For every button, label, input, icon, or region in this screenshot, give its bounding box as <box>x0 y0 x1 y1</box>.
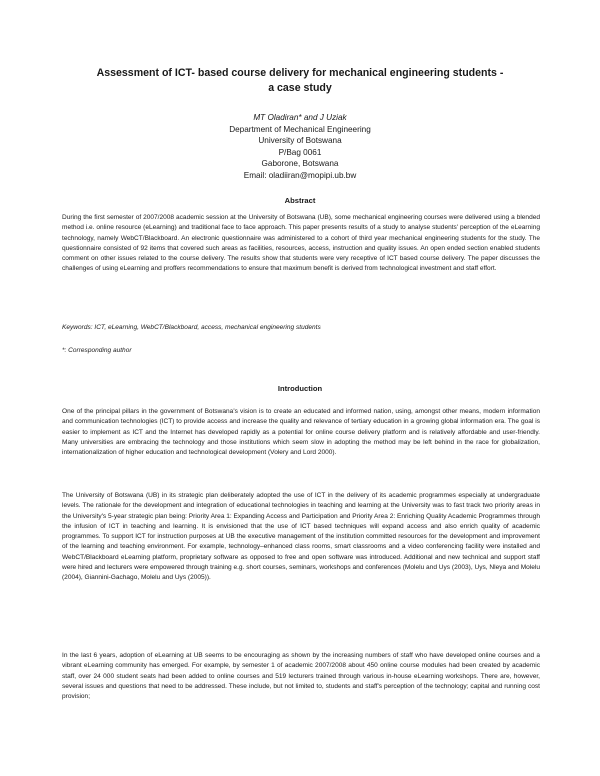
affiliation-department: Department of Mechanical Engineering <box>229 124 371 134</box>
intro-paragraph-3: In the last 6 years, adoption of eLearning at UB seems to be encouraging as shown by the increasing numbers of staff who have developed online courses and a vibrant eLearning community has emerged. For example, by semester 1 of academic 2007/2008 about 450 online course modules had been created by academic staff, over 24 000 student seats had been added to online courses and 519 lecturers trained through various in-house eLearning workshops. There are, however, several issues and questions that need to be addressed. These include, but not limited to, students and staff's perception of the technology; capital and running cost provision; <box>62 652 540 701</box>
affiliation-university: University of Botswana <box>258 136 342 146</box>
intro-paragraph-2: The University of Botswana (UB) in its strategic plan deliberately adopted the use of ICT in the delivery of its academic programmes especially at undergraduate levels. The rationale for the development and integration of educational technologies in teaching and learning at the University was to fast track two priority areas in the University's 5-year strategic plan being: Priority Area 1: Expanding Access and Participation and Priority Area 2: Enriching Quality Academic Programmes through the infusion of ICT in teaching and learning. It is envisioned that the use of ICT based techniques will expand access and also enrich quality of academic programmes. To support ICT for instruction purposes at UB the executive management of the institution committed resources for the development and improvement of the learning and teaching environment. For example, technology–enhanced class rooms, smart classrooms and a video conferencing facility were installed and WebCT/Blackboard eLearning platform, proprietary software as opposed to free and open software was introduced. Additional and new technical and support staff were hired and lecturers were empowered through training e.g. short courses, seminars, workshops and conferences (Molelu and Uys (2003), Uys, Nleya and Molelu (2004), Giannini-Gachago, Molelu and Uys (2005)). <box>62 492 540 582</box>
author-email: Email: oladiiran@mopipi.ub.bw <box>243 170 357 180</box>
keywords: Keywords: ICT, eLearning, WebCT/Blackboard, access, mechanical engineering students <box>62 324 321 331</box>
abstract-text: During the first semester of 2007/2008 academic session at the University of Botswana (UB), some mechanical engineering courses were delivered using a blended method i.e. online resource (eLearning) and traditional face to face approach. This paper presents results of a study to analyse students' perception of the eLearning technology, namely WebCT/Blackboard. An electronic questionnaire was administered to a cohort of third year mechanical engineering students for the study. The questionnaire consisted of 92 items that covered such areas as facilities, resources, access, instruction and quality issues. An open ended section enabled students comment on other issues related to the course delivery. The results show that students were very receptive of ICT based course delivery. The paper discusses the challenges of using eLearning and proffers recommendations to ensure that maximum benefit is derived from technological investment and staff effort. <box>62 214 540 273</box>
author-block <box>150 112 450 182</box>
affiliation-postal-bag: P/Bag 0061 <box>278 147 322 157</box>
paper-title: Assessment of ICT- based course delivery for mechanical engineering students - a case study <box>96 67 504 94</box>
corresponding-author-note: *: Corresponding author <box>62 347 132 354</box>
abstract-heading: Abstract <box>284 196 316 205</box>
author-names: MT Oladiran* and J Uziak <box>253 113 347 122</box>
intro-paragraph-1: One of the principal pillars in the government of Botswana's vision is to create an educated and informed nation, using, amongst other means, modern information and communication technologies (ICT) to provide access and increase the quality and relevance of tertiary education in a growing global information era. The goal is easier to implement as ICT and the Internet has developed rapidly as a potential for online course delivery platform and is relatively affordable and user-friendly. Many universities are embracing the technology and those institutions which seem slow in adopting the method may be left behind in the race for globalization, internationalization of higher education and technological development (Volery and Lord 2000). <box>62 408 540 457</box>
introduction-heading: Introduction <box>277 384 323 393</box>
affiliation-city: Gaborone, Botswana <box>261 159 339 169</box>
